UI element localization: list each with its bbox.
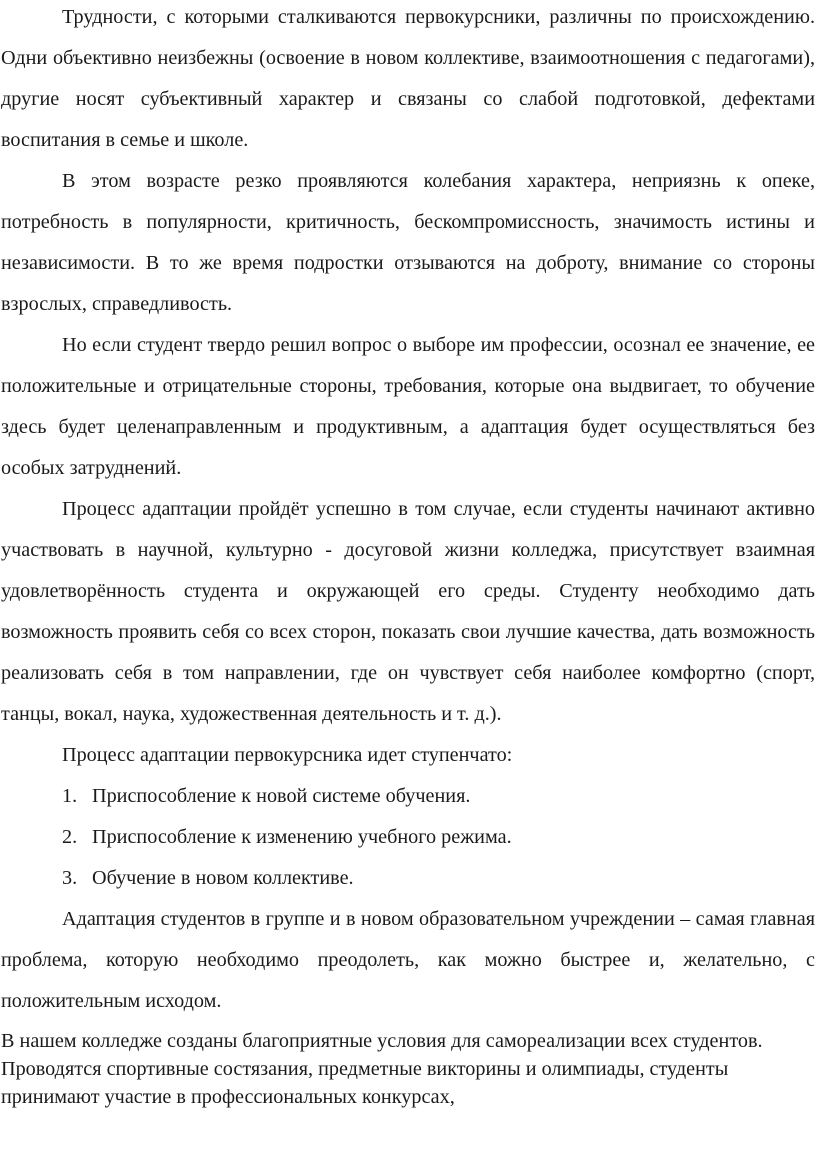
list-item: [1, 776, 815, 817]
paragraph-4: Процесс адаптации пройдёт успешно в том случае, если студенты начинают активно участвовать в научной, культурно - досуговой жизни колледжа, присутствует взаимная удовлетворённость студента и окружающей его среды. Студенту необходимо дать возможность проявить себя со всех сторон, показать свои лучшие качества, дать возможность реализовать себя в том направлении, где он чувствует себя наиболее комфортно (спорт, танцы, вокал, наука, художественная деятельность и т. д.).: [1, 498, 815, 725]
paragraph-closing: В нашем колледже созданы благоприятные условия для самореализации всех студентов. Проводятся спортивные состязания, предметные викторины и олимпиады, студенты принимают участие в профессиональных конкурсах,: [1, 1030, 763, 1108]
list-item: [1, 858, 815, 899]
list-item-text: Приспособление к изменению учебного режима.: [92, 826, 512, 848]
list-item-text: Приспособление к новой системе обучения.: [92, 785, 471, 807]
paragraph-5: Процесс адаптации первокурсника идет ступенчато:: [62, 744, 513, 766]
list-item-number: 1.: [62, 785, 78, 807]
list-item-text: Обучение в новом коллективе.: [92, 867, 354, 889]
paragraph-after-list: Адаптация студентов в группе и в новом образовательном учреждении – самая главная проблема, которую необходимо преодолеть, как можно быстрее и, желательно, с положительным исходом.: [1, 908, 815, 1012]
paragraph-1: Трудности, с которыми сталкиваются первокурсники, различны по происхождению. Одни объективно неизбежны (освоение в новом коллективе, взаимоотношения с педагогами), другие носят субъективный характер и связаны со слабой подготовкой, дефектами воспитания в семье и школе.: [1, 6, 815, 151]
list-item-number: 3.: [62, 867, 78, 889]
paragraph-3: Но если студент твердо решил вопрос о выборе им профессии, осознал ее значение, ее положительные и отрицательные стороны, требования, которые она выдвигает, то обучение здесь будет целенаправленным и продуктивным, а адаптация будет осуществляться без особых затруднений.: [1, 334, 815, 479]
list-item: [1, 817, 815, 858]
list-item-number: 2.: [62, 826, 78, 848]
adaptation-steps-list: [1, 776, 815, 899]
paragraph-2: В этом возрасте резко проявляются колебания характера, неприязнь к опеке, потребность в популярности, критичность, бескомпромиссность, значимость истины и независимости. В то же время подростки отзываются на доброту, внимание со стороны взрослых, справедливость.: [1, 170, 815, 315]
